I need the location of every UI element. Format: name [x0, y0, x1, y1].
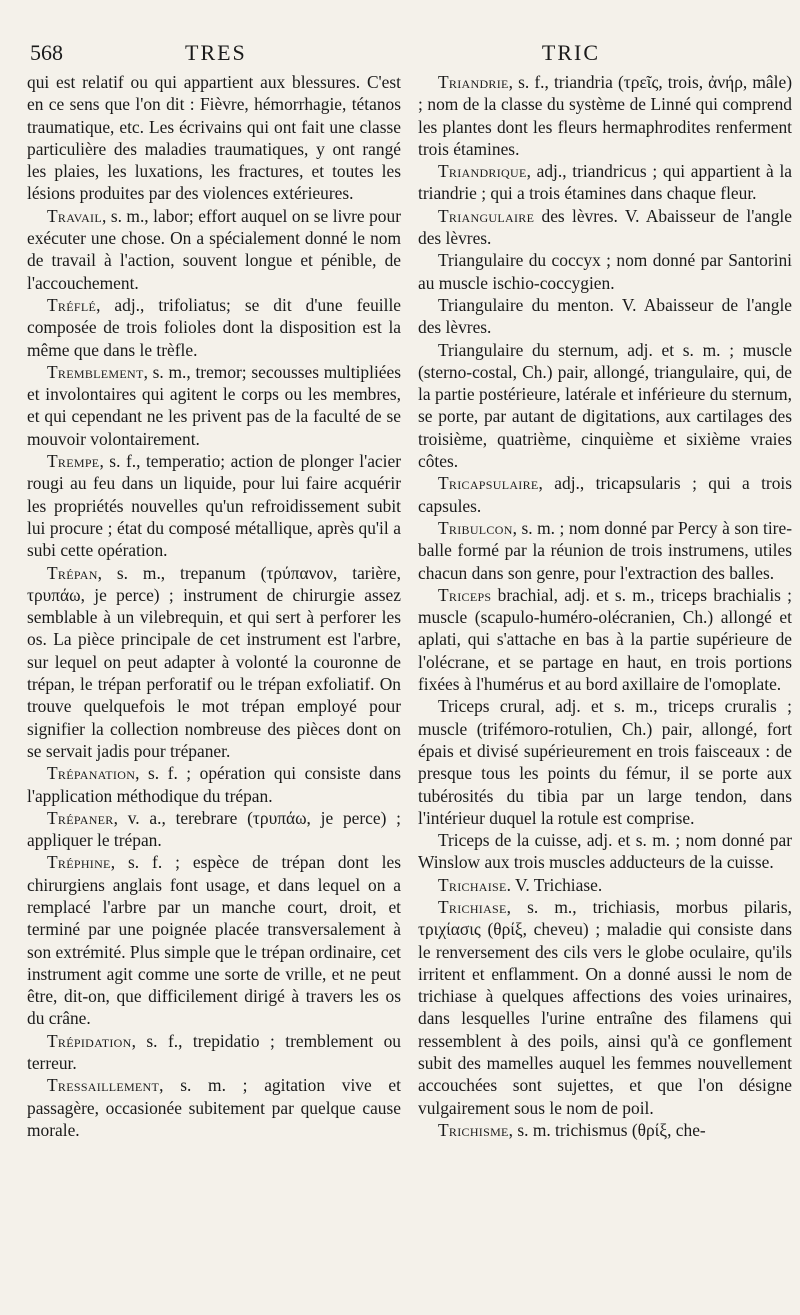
entry-text: . V. Trichiase.	[506, 874, 603, 895]
entry-headword: Trichaise	[438, 874, 507, 895]
dictionary-entry	[27, 562, 401, 763]
dictionary-entry	[27, 762, 401, 807]
dictionary-entry	[418, 71, 792, 160]
entry-text: , s. m. ; nom donné par Percy à son tire-balle formé par la réunion de trois instrumens, utiles chacun dans son genre, pour l'extraction des balles.	[418, 517, 792, 583]
entry-text: Triceps crural, adj. et s. m., triceps cruralis ; muscle (trifémoro-rotulien, Ch.) pair, allongé, fort épais et divisé supérieurement en trois faisceaux : de presque tous les points du fémur, il se porte aux tubérosités du tibia par un large tendon, dans l'intérieur duquel la rotule est comprise.	[418, 696, 792, 828]
entry-text: Triceps de la cuisse, adj. et s. m. ; nom donné par Winslow aux trois muscles adducteurs de la cuisse.	[418, 830, 792, 873]
entry-text: , adj., tricapsularis ; qui a trois capsules.	[418, 473, 792, 516]
dictionary-entry	[418, 160, 792, 205]
entry-text: , adj., trifoliatus; se dit d'une feuille composée de trois folioles dont la disposition est la même que dans le trèfle.	[27, 294, 401, 360]
dictionary-entry	[418, 339, 792, 473]
entry-headword: Trichisme	[438, 1119, 509, 1140]
dictionary-entry	[27, 1074, 401, 1141]
entry-text: , s. f., trepidatio ; tremblement ou terreur.	[27, 1030, 401, 1074]
right-column	[418, 71, 792, 1141]
entry-text: , s. m., trichiasis, morbus pilaris, τριχίασις (θρίξ, cheveu) ; maladie qui consiste dans le renversement des cils vers le globe oculaire, qu'ils irritent et enflamment. On a donné aussi le nom de trichiase à quelques affections des voies urinaires, dans lesquelles l'urine entraîne des filamens qui ressemblent à des poils, ainsi qu'à ce gonflement subit des mamelles auquel les femmes nouvellement accouchées sont sujettes, et que l'on désigne vulgairement sous le nom de poil.	[418, 896, 792, 1118]
entry-text: , adj., triandricus ; qui appartient à la triandrie ; qui a trois étamines dans chaque fleur.	[418, 161, 792, 204]
entry-headword: Trépan	[47, 562, 98, 583]
left-running-head: TRES	[185, 40, 247, 65]
dictionary-entry	[418, 1119, 792, 1141]
entry-headword: Tréphine	[47, 852, 111, 873]
dictionary-entry	[27, 205, 401, 294]
entry-text: qui est relatif ou qui appartient aux blessures. C'est en ce sens que l'on dit : Fièvre, hémorrhagie, tétanos traumatique, etc. Les écrivains qui ont fait une classe particulière des maladies traumatiques, y ont rangé les plaies, les luxations, les fractures, et toutes les lésions produites par des violences extérieures.	[27, 72, 401, 204]
entry-text: , s. m., labor; effort auquel on se livre pour exécuter une chose. On a spécialement donné le nom de travail à l'action, souvent longue et pénible, de l'accouchement.	[27, 205, 401, 293]
dictionary-entry	[418, 472, 792, 517]
entry-headword: Trépanation	[47, 763, 136, 784]
dictionary-entry	[418, 829, 792, 874]
dictionary-entry	[27, 71, 401, 205]
dictionary-entry	[418, 695, 792, 829]
entry-text: , s. m., tremor; secousses multipliées et involontaires qui agitent le corps ou les membres, et qui cependant ne les privent pas de la faculté de se mouvoir volontairement.	[27, 361, 401, 449]
entry-text: , s. m., trepanum (τρύπανον, tarière, τρυπάω, je perce) ; instrument de chirurgie assez semblable à un vilebrequin, et qui sert à perforer les os. La pièce principale de cet instrument est l'arbre, sur lequel on peut adapter à volonté la couronne de trépan, le trépan perforatif ou le trépan exfoliatif. On trouve quelquefois le mot trépan employé pour signifier la collection nombreuse des pièces dont on se servait jadis pour trépaner.	[27, 562, 401, 761]
left-column	[27, 71, 401, 1141]
entry-text: , s. m. trichismus (θρίξ, che-	[508, 1119, 706, 1140]
dictionary-entry	[418, 517, 792, 584]
dictionary-entry	[418, 874, 792, 896]
entry-text: , v. a., terebrare (τρυπάω, je perce) ; appliquer le trépan.	[27, 807, 401, 851]
dictionary-entry	[27, 294, 401, 361]
entry-headword: Tréflé	[47, 294, 97, 315]
dictionary-entry	[418, 896, 792, 1119]
entry-headword: Travail	[47, 205, 102, 226]
dictionary-entry	[418, 294, 792, 339]
entry-headword: Triangulaire	[438, 205, 535, 226]
entry-text: , s. f. ; opération qui consiste dans l'application méthodique du trépan.	[27, 763, 401, 806]
entry-headword: Trépidation	[47, 1030, 132, 1051]
entry-text: Triangulaire du menton. V. Abaisseur de l'angle des lèvres.	[418, 294, 792, 338]
dictionary-entry	[418, 205, 792, 250]
entry-headword: Triandrique	[438, 161, 527, 182]
entry-text: des lèvres. V. Abaisseur de l'angle des lèvres.	[418, 205, 792, 249]
entry-text: Triangulaire du sternum, adj. et s. m. ; muscle (sterno-costal, Ch.) pair, allongé, triangulaire, qui, de la partie postérieure, latérale et inférieure du sternum, se porte, par autant de digitations, aux cartilages des troisième, quatrième, cinquième et sixième vraies côtes.	[418, 339, 792, 472]
dictionary-entry	[27, 1030, 401, 1075]
dictionary-entry	[418, 584, 792, 695]
entry-headword: Trépaner	[47, 807, 114, 828]
entry-headword: Triceps	[438, 584, 492, 605]
entry-headword: Tribulcon	[438, 517, 513, 538]
entry-headword: Tressaillement	[47, 1075, 160, 1096]
entry-headword: Tricapsulaire	[438, 473, 539, 494]
entry-headword: Trichiase	[438, 896, 507, 917]
entry-text: , s. m. ; agitation vive et passagère, occasionée subitement par quelque cause morale.	[27, 1075, 401, 1140]
dictionary-entry	[27, 807, 401, 852]
dictionary-entry	[418, 249, 792, 294]
dictionary-entry	[27, 361, 401, 450]
entry-headword: Triandrie	[438, 72, 509, 92]
entry-text: brachial, adj. et s. m., triceps brachialis ; muscle (scapulo-huméro-olécranien, Ch.) allongé et aplati, qui s'attache en bas à la partie supérieure de l'olécrane, et se partage en haut, en trois portions fixées à l'humérus et au bord axillaire de l'omoplate.	[418, 584, 792, 695]
entry-text: Triangulaire du coccyx ; nom donné par Santorini au muscle ischio-coccygien.	[418, 250, 792, 293]
page-number: 568	[30, 40, 63, 65]
dictionary-entry	[27, 450, 401, 561]
entry-text: , s. f. ; espèce de trépan dont les chirurgiens anglais font usage, et dans lequel on a remplacé l'arbre par un manche court, droit, et terminé par une poignée placée transversalement à son extrémité. Plus simple que le trépan ordinaire, cet instrument agit comme une sorte de vrille, et ne peut être, dit-on, que difficilement dirigé à travers les os du crâne.	[27, 852, 401, 1029]
right-running-head: TRIC	[541, 40, 600, 65]
dictionary-entry	[27, 851, 401, 1029]
entry-headword: Trempe	[47, 451, 100, 472]
entry-text: , s. f., temperatio; action de plonger l'acier rougi au feu dans un liquide, pour lui faire acquérir les propriétés nouvelles qu'un refroidissement subit lui procure ; état du composé métallique, après qu'il a subi cette opération.	[27, 451, 401, 561]
entry-headword: Tremblement	[47, 361, 144, 382]
entry-text: , s. f., triandria (τρεῖς, trois, ἀνήρ, mâle) ; nom de la classe du système de Linné qui comprend les plantes dont les fleurs hermaphrodites renferment trois étamines.	[418, 72, 792, 159]
page-header	[30, 40, 770, 70]
